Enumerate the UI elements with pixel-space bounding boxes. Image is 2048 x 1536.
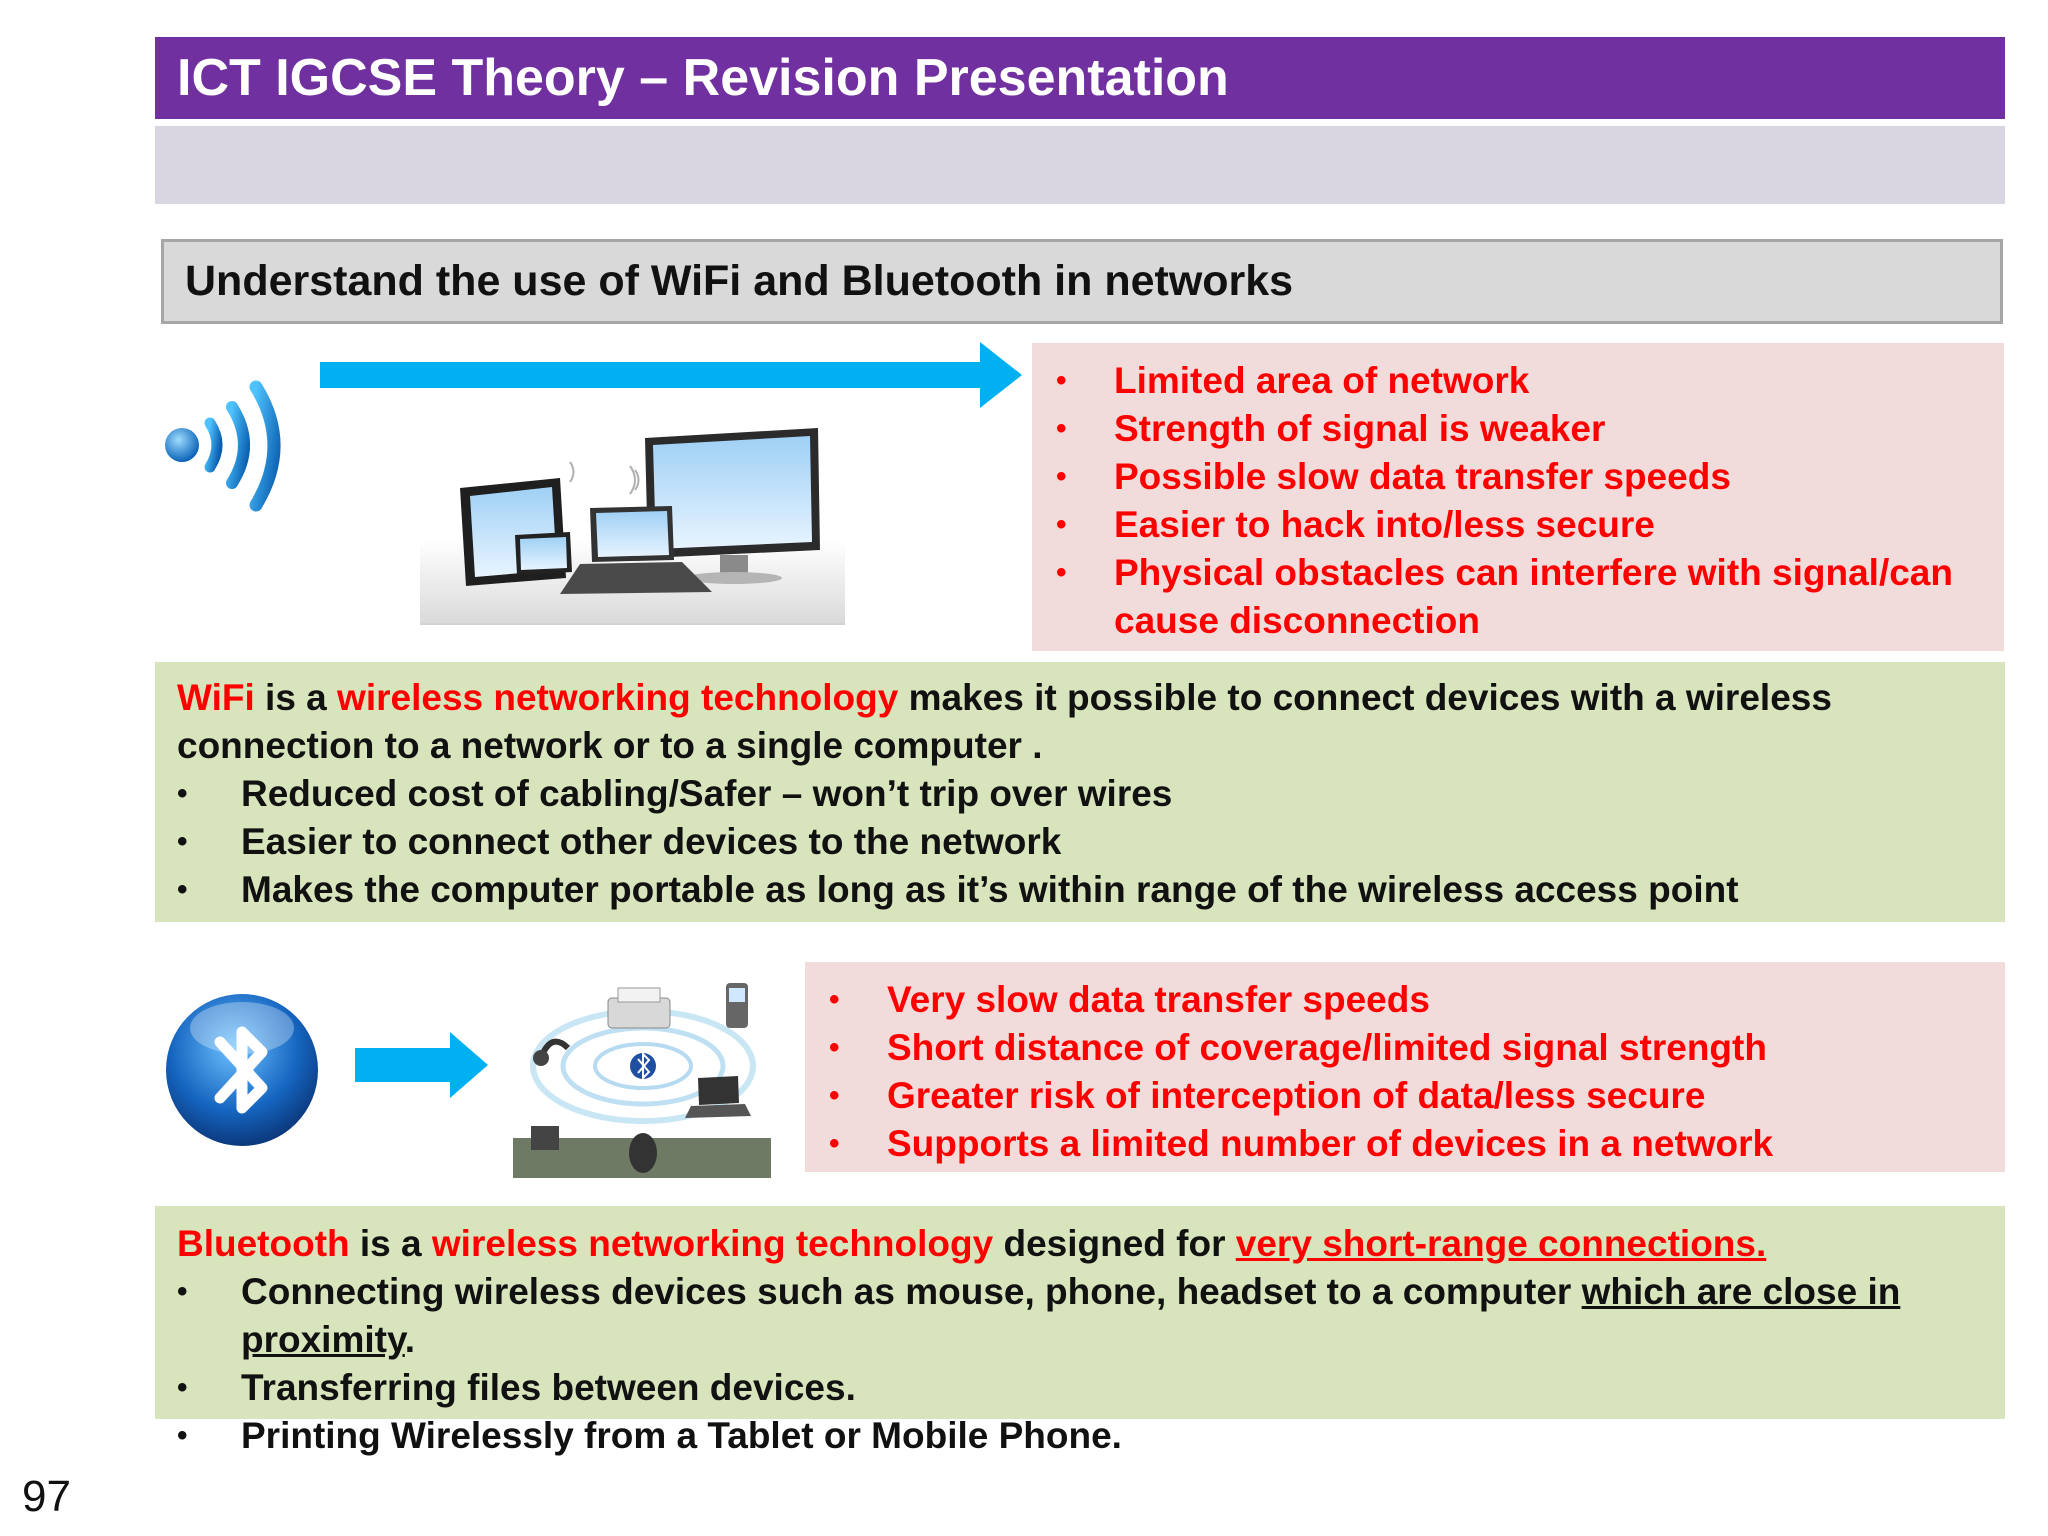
bullet: • xyxy=(1056,556,1067,589)
list-item: • Limited area of network xyxy=(1046,357,1984,405)
wifi-icon xyxy=(160,365,300,525)
bluetooth-disadvantages-list xyxy=(819,976,1985,1168)
list-item: • Connecting wireless devices such as mouse, phone, headset to a computer which are close in proximity. xyxy=(177,1268,1985,1364)
bluetooth-devices-image xyxy=(513,978,771,1178)
bullet: • xyxy=(177,777,188,810)
arrow-right-icon xyxy=(320,340,1025,410)
title-bar xyxy=(155,37,2005,119)
bullet: • xyxy=(829,1127,840,1160)
bullet: • xyxy=(177,825,188,858)
bluetooth-definition: Bluetooth is a wireless networking technology designed for very short-range connections. xyxy=(177,1223,1767,1264)
bluetooth-uses-list xyxy=(177,1268,1985,1460)
wifi-advantages-list xyxy=(177,770,1985,914)
list-item: • Possible slow data transfer speeds xyxy=(1046,453,1984,501)
bluetooth-icon xyxy=(162,990,322,1150)
list-item: • Short distance of coverage/limited signal strength xyxy=(819,1024,1985,1072)
bullet: • xyxy=(829,1031,840,1064)
bullet: • xyxy=(177,873,188,906)
wifi-disadvantages-box xyxy=(1032,343,2004,651)
list-item: • Very slow data transfer speeds xyxy=(819,976,1985,1024)
bullet: • xyxy=(829,1079,840,1112)
list-item: • Makes the computer portable as long as it’s within range of the wireless access point xyxy=(177,866,1985,914)
bullet: • xyxy=(177,1419,188,1452)
bullet: • xyxy=(1056,460,1067,493)
bullet: • xyxy=(1056,412,1067,445)
arrow-right-icon xyxy=(355,1030,490,1100)
list-item: • Reduced cost of cabling/Safer – won’t trip over wires xyxy=(177,770,1985,818)
page-title: ICT IGCSE Theory – Revision Presentation xyxy=(177,49,1229,107)
list-item: • Printing Wirelessly from a Tablet or Mobile Phone. xyxy=(177,1412,1985,1460)
subtitle-band xyxy=(155,126,2005,204)
list-item: • Easier to hack into/less secure xyxy=(1046,501,1984,549)
list-item: • Physical obstacles can interfere with signal/can cause disconnection xyxy=(1046,549,1984,645)
list-item: • Transferring files between devices. xyxy=(177,1364,1985,1412)
list-item: • Supports a limited number of devices in a network xyxy=(819,1120,1985,1168)
bullet: • xyxy=(1056,508,1067,541)
bluetooth-disadvantages-box xyxy=(805,962,2005,1172)
wifi-info-box xyxy=(155,662,2005,922)
bullet: • xyxy=(177,1371,188,1404)
list-item: • Strength of signal is weaker xyxy=(1046,405,1984,453)
bullet: • xyxy=(1056,364,1067,397)
wireless-devices-image xyxy=(420,420,845,625)
bluetooth-info-box xyxy=(155,1206,2005,1456)
list-item: • Greater risk of interception of data/less secure xyxy=(819,1072,1985,1120)
bullet: • xyxy=(829,983,840,1016)
bullet: • xyxy=(177,1275,188,1308)
section-heading-box xyxy=(161,239,2003,324)
page-number: 97 xyxy=(22,1472,71,1521)
list-item: • Easier to connect other devices to the network xyxy=(177,818,1985,866)
wifi-definition: WiFi is a wireless networking technology makes it possible to connect devices with a wireless connection to a network or to a single computer . xyxy=(177,677,1832,766)
wifi-disadvantages-list xyxy=(1046,357,1984,645)
section-heading: Understand the use of WiFi and Bluetooth in networks xyxy=(185,257,1294,305)
